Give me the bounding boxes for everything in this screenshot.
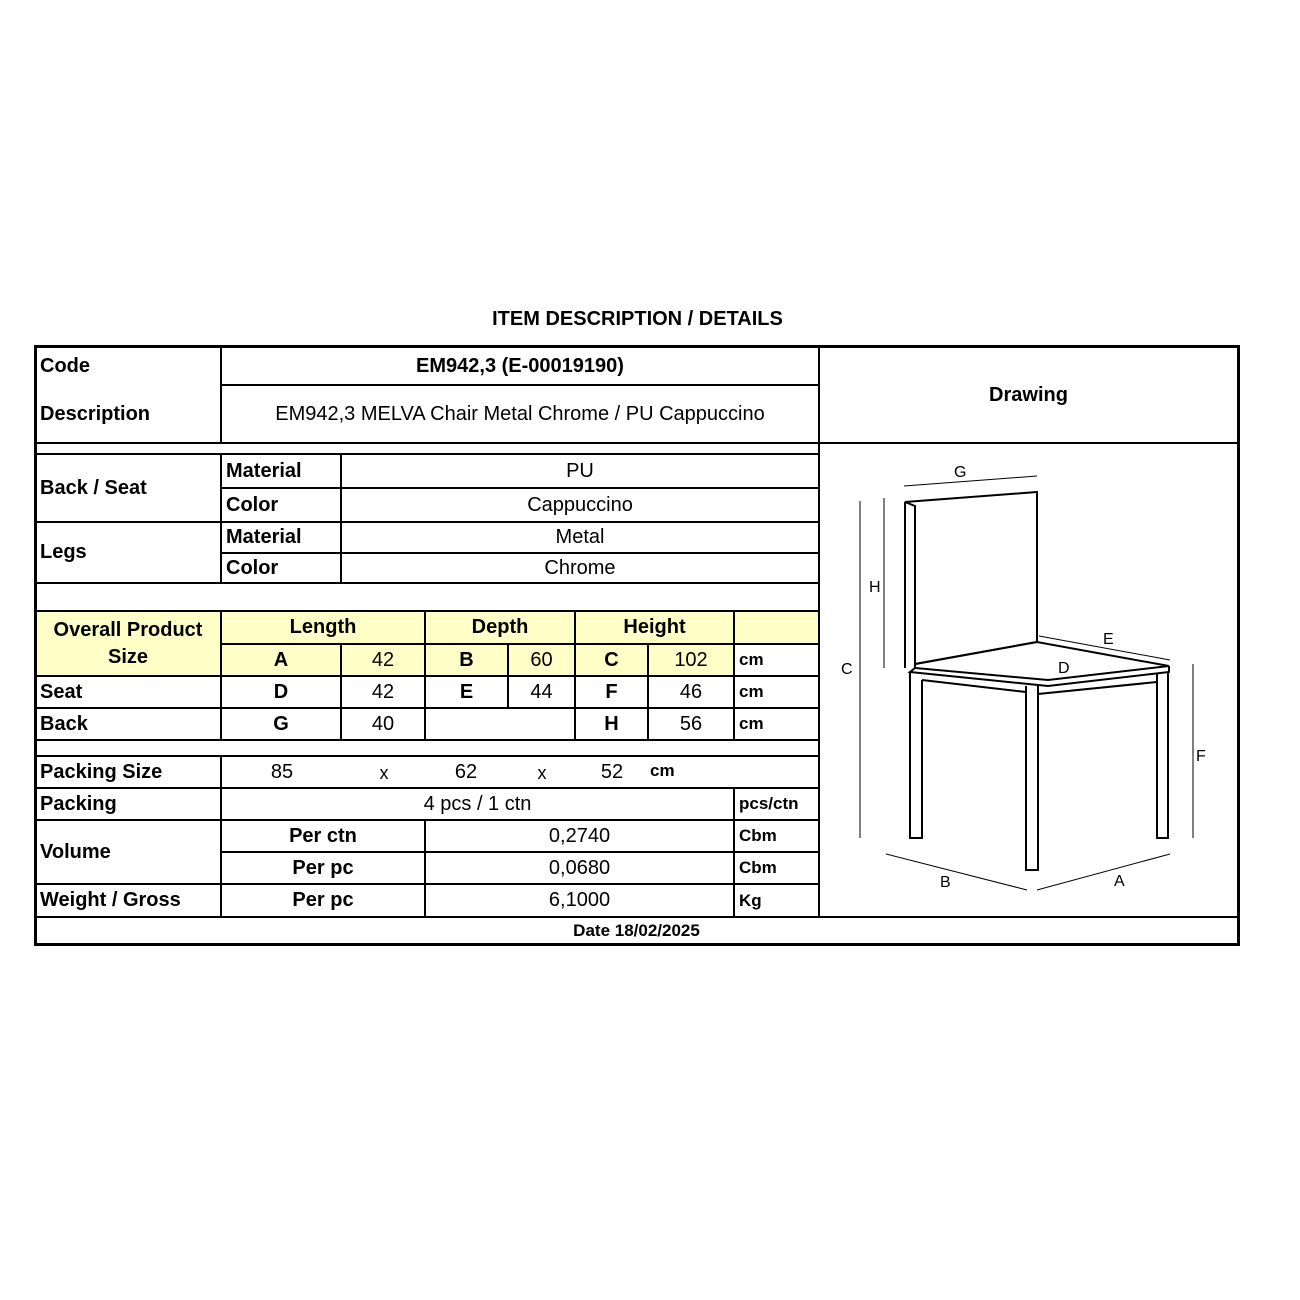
weight-value: 6,1000 (548, 889, 611, 911)
dim-letter-e: E (459, 680, 474, 703)
legs-label: Legs (40, 541, 87, 563)
dim-letter-g: G (273, 712, 289, 735)
dim-value-c: 102 (674, 648, 708, 671)
height-header: Height (623, 616, 686, 638)
drawing-letter-c: C (841, 661, 853, 678)
dim-value-g: 40 (371, 712, 395, 735)
overall-size-label-line1: Overall Product (53, 618, 203, 641)
legs-color-label: Color (226, 556, 279, 579)
back-label: Back (40, 712, 88, 735)
seat-label: Seat (40, 680, 83, 703)
dim-value-a: 42 (371, 648, 395, 671)
back-seat-material-value: PU (566, 459, 594, 482)
weight-label: Weight / Gross (40, 889, 181, 911)
packing-size-label: Packing Size (40, 760, 163, 783)
dim-value-f: 46 (679, 680, 703, 703)
legs-material-value: Metal (555, 526, 605, 548)
packing-value: 4 pcs / 1 ctn (423, 792, 532, 815)
back-unit: cm (739, 714, 764, 733)
volume-per-pc-unit: Cbm (739, 858, 777, 877)
dim-value-b: 60 (530, 648, 553, 671)
drawing-letter-d: D (1058, 660, 1070, 677)
back-seat-material-label: Material (226, 459, 302, 482)
seat-unit: cm (739, 682, 764, 701)
depth-header: Depth (471, 616, 529, 638)
dim-letter-d: D (273, 680, 289, 703)
back-seat-color-label: Color (226, 493, 279, 516)
dim-letter-h: H (604, 712, 619, 735)
packing-size-height: 52 (600, 760, 624, 783)
back-seat-label: Back / Seat (40, 476, 147, 499)
drawing-letter-g: G (954, 464, 967, 481)
volume-per-ctn-unit: Cbm (739, 826, 777, 845)
packing-size-width: 62 (454, 760, 478, 783)
packing-size-unit: cm (650, 761, 675, 780)
dim-letter-f: F (605, 680, 618, 703)
code-label: Code (40, 354, 90, 377)
weight-per-pc-label: Per pc (292, 889, 354, 911)
weight-unit: Kg (739, 890, 762, 910)
drawing-letter-a: A (1114, 873, 1125, 890)
dim-letter-b: B (459, 648, 474, 671)
drawing-letter-e: E (1103, 631, 1114, 648)
description-label: Description (40, 402, 151, 425)
packing-label: Packing (40, 792, 117, 815)
dim-value-h: 56 (679, 712, 703, 735)
packing-size-length: 85 (270, 760, 294, 783)
volume-per-ctn-value: 0,2740 (548, 824, 611, 847)
packing-size-x2: x (537, 762, 547, 783)
drawing-label: Drawing (989, 383, 1068, 406)
overall-unit: cm (739, 650, 764, 669)
drawing-letter-h: H (869, 579, 881, 596)
drawing-letter-b: B (940, 874, 951, 891)
date-footer: Date 18/02/2025 (573, 920, 700, 940)
volume-per-pc-label: Per pc (292, 856, 354, 879)
chair-drawing (822, 446, 1238, 916)
description-value: EM942,3 MELVA Chair Metal Chrome / PU Cappuccino (275, 402, 765, 425)
chair-outline (905, 492, 1169, 870)
page-title: ITEM DESCRIPTION / DETAILS (492, 307, 783, 330)
dim-letter-c: C (604, 648, 619, 671)
overall-size-label-line2: Size (107, 645, 149, 668)
volume-per-pc-value: 0,0680 (548, 856, 611, 879)
dim-letter-a: A (273, 648, 289, 671)
code-value: EM942,3 (E-00019190) (416, 354, 624, 377)
drawing-letter-f: F (1196, 748, 1206, 765)
dim-value-e: 44 (530, 680, 553, 703)
length-header: Length (289, 616, 357, 638)
volume-label: Volume (40, 840, 111, 863)
overall-size-label (36, 612, 220, 675)
packing-unit: pcs/ctn (739, 794, 799, 813)
legs-material-label: Material (226, 526, 302, 548)
back-seat-color-value: Cappuccino (527, 493, 633, 516)
legs-color-value: Chrome (544, 556, 616, 579)
volume-per-ctn-label: Per ctn (289, 824, 357, 847)
packing-size-x1: x (379, 762, 389, 783)
dim-value-d: 42 (371, 680, 395, 703)
